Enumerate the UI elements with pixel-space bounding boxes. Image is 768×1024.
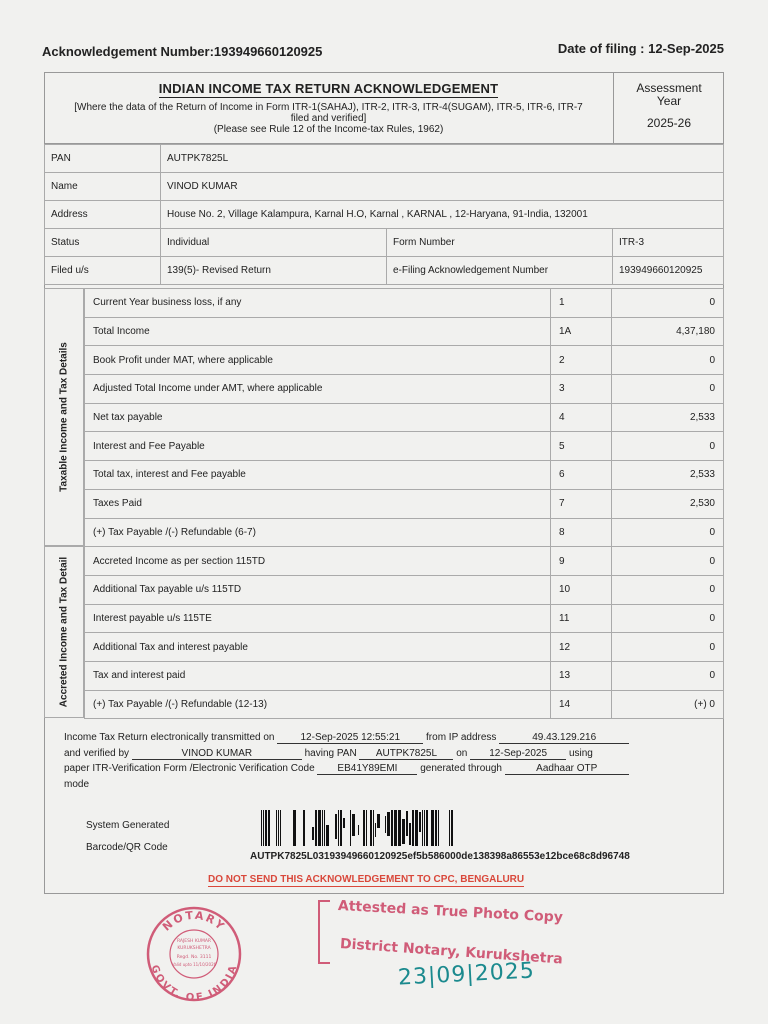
tax-row-label: Interest payable u/s 115TE (85, 604, 551, 633)
evc-code: EB41Y89EMI (317, 763, 417, 775)
barcode-label-2: Barcode/QR Code (86, 842, 168, 853)
tax-row (85, 604, 724, 633)
tax-row-value: 0 (612, 575, 724, 604)
tax-row-number: 5 (551, 432, 612, 461)
tax-row-number: 13 (551, 661, 612, 690)
tax-row-value: 0 (612, 375, 724, 404)
tax-row-label: Total Income (85, 317, 551, 346)
pan-label: PAN (45, 145, 161, 173)
tax-row-number: 3 (551, 375, 612, 404)
svg-text:Regd. No. 3111: Regd. No. 3111 (176, 955, 212, 960)
status-value: Individual (161, 229, 387, 257)
status-row (45, 229, 724, 257)
tax-row-number: 1 (551, 289, 612, 318)
tax-row (85, 461, 724, 490)
filed-value: 139(5)- Revised Return (161, 257, 387, 285)
tax-row-value: 2,533 (612, 403, 724, 432)
tax-row-value: 0 (612, 633, 724, 662)
tax-row-label: Interest and Fee Payable (85, 432, 551, 461)
rule-reference: (Please see Rule 12 of the Income-tax Rules, 1962) (213, 124, 444, 135)
tax-row (85, 346, 724, 375)
taxpayer-info-table (44, 144, 724, 285)
tax-row (85, 633, 724, 662)
tax-row-number: 12 (551, 633, 612, 662)
verification-method: Aadhaar OTP (505, 763, 629, 775)
tax-row-value: 0 (612, 289, 724, 318)
name-label: Name (45, 173, 161, 201)
tax-row-number: 1A (551, 317, 612, 346)
tax-row (85, 375, 724, 404)
efiling-ack-label: e-Filing Acknowledgement Number (387, 257, 613, 285)
tax-row (85, 547, 724, 576)
name-row (45, 173, 724, 201)
tax-row-value: 0 (612, 661, 724, 690)
date-of-filing: Date of filing : 12-Sep-2025 (557, 41, 724, 56)
accreted-section-label: Accreted Income and Tax Detail (44, 546, 84, 718)
document-title: INDIAN INCOME TAX RETURN ACKNOWLEDGEMENT (158, 81, 499, 96)
tax-row-label: Book Profit under MAT, where applicable (85, 346, 551, 375)
tax-row-label: Accreted Income as per section 115TD (85, 547, 551, 576)
tax-row-label: Taxes Paid (85, 489, 551, 518)
tax-row-number: 2 (551, 346, 612, 375)
tax-row-label: Additional Tax and interest payable (85, 633, 551, 662)
tax-row-value: 0 (612, 432, 724, 461)
barcode-text: AUTPK7825L03193949660120925ef5b586000de138398a86553e12bce68c8d96748 (250, 851, 630, 862)
attestation-stamp-border (318, 900, 330, 964)
tax-row (85, 317, 724, 346)
tax-row-label: (+) Tax Payable /(-) Refundable (6-7) (85, 518, 551, 547)
address-row (45, 201, 724, 229)
tax-row (85, 575, 724, 604)
transmission-statement: Income Tax Return electronically transmitted on 12-Sep-2025 12:55:21 from IP address 49.43.129.216 and verified by VINOD KUMAR having PAN AUTPK7825L on 12-Sep-2025 using paper ITR-Verification Form /Electronic Verification Code EB41Y89EMI generated through Aadhaar OTP mode (64, 730, 714, 792)
filed-row (45, 257, 724, 285)
status-label: Status (45, 229, 161, 257)
verification-date: 12-Sep-2025 (470, 748, 566, 760)
tax-row (85, 432, 724, 461)
tax-row-value: 4,37,180 (612, 317, 724, 346)
svg-text:KURUKSHETRA: KURUKSHETRA (177, 946, 211, 951)
barcode-label-1: System Generated (86, 820, 170, 831)
tax-row-value: 0 (612, 547, 724, 576)
barcode-image (258, 810, 468, 846)
form-number-label: Form Number (387, 229, 613, 257)
filed-label: Filed u/s (45, 257, 161, 285)
tax-row-value: 0 (612, 604, 724, 633)
svg-text:GOVT. OF INDIA: GOVT. OF INDIA (148, 963, 240, 1003)
tax-row (85, 518, 724, 547)
tax-row-label: Adjusted Total Income under AMT, where applicable (85, 375, 551, 404)
notary-seal (145, 905, 243, 1003)
tax-row (85, 661, 724, 690)
verified-by: VINOD KUMAR (132, 748, 302, 760)
taxable-section-label: Taxable Income and Tax Details (44, 288, 84, 546)
svg-text:Valid upto 11/10/2026: Valid upto 11/10/2026 (171, 962, 217, 967)
title-block (44, 72, 614, 144)
assessment-year-value: 2025-26 (646, 116, 692, 130)
transmission-datetime: 12-Sep-2025 12:55:21 (277, 732, 423, 744)
tax-row-number: 7 (551, 489, 612, 518)
tax-row-label: Total tax, interest and Fee payable (85, 461, 551, 490)
svg-text:RAJESH KUMAR: RAJESH KUMAR (176, 939, 212, 944)
tax-row (85, 403, 724, 432)
district-notary-text: District Notary, Kurukshetra (339, 936, 564, 968)
tax-row-value: 2,533 (612, 461, 724, 490)
tax-row-label: Additional Tax payable u/s 115TD (85, 575, 551, 604)
tax-row (85, 289, 724, 318)
address-label: Address (45, 201, 161, 229)
assessment-year-label: Assessment Year (636, 81, 702, 108)
tax-row-label: Current Year business loss, if any (85, 289, 551, 318)
tax-row-value: (+) 0 (612, 690, 724, 719)
handwritten-date: 23|09|2025 (397, 958, 536, 991)
name-value: VINOD KUMAR (161, 173, 724, 201)
tax-row-number: 8 (551, 518, 612, 547)
form-number-value: ITR-3 (613, 229, 724, 257)
acknowledgement-number: Acknowledgement Number:193949660120925 (42, 44, 323, 59)
verifier-pan: AUTPK7825L (359, 748, 453, 760)
assessment-year-box (614, 72, 724, 144)
tax-row-number: 10 (551, 575, 612, 604)
tax-details-table (84, 288, 724, 719)
efiling-ack-value: 193949660120925 (613, 257, 724, 285)
tax-row-value: 0 (612, 346, 724, 375)
tax-row-number: 9 (551, 547, 612, 576)
tax-row-value: 2,530 (612, 489, 724, 518)
tax-row-label: Net tax payable (85, 403, 551, 432)
tax-row-value: 0 (612, 518, 724, 547)
tax-row-label: (+) Tax Payable /(-) Refundable (12-13) (85, 690, 551, 719)
ip-address: 49.43.129.216 (499, 732, 629, 744)
pan-value: AUTPK7825L (161, 145, 724, 173)
tax-row-number: 14 (551, 690, 612, 719)
tax-row-number: 4 (551, 403, 612, 432)
tax-row (85, 690, 724, 719)
pan-row (45, 145, 724, 173)
tax-row-number: 6 (551, 461, 612, 490)
document-subtitle: [Where the data of the Return of Income in Form ITR-1(SAHAJ), ITR-2, ITR-3, ITR-4(SUGAM), ITR-5, ITR-6, ITR-7 filed and verified] (74, 102, 583, 124)
address-value: House No. 2, Village Kalampura, Karnal H.O, Karnal , KARNAL , 12-Haryana, 91-India, 132001 (161, 201, 724, 229)
svg-text:NOTARY: NOTARY (160, 908, 228, 934)
cpc-warning: DO NOT SEND THIS ACKNOWLEDGEMENT TO CPC, BENGALURU (208, 874, 525, 885)
attested-text: Attested as True Photo Copy (337, 898, 564, 926)
tax-row-number: 11 (551, 604, 612, 633)
tax-row (85, 489, 724, 518)
tax-row-label: Tax and interest paid (85, 661, 551, 690)
